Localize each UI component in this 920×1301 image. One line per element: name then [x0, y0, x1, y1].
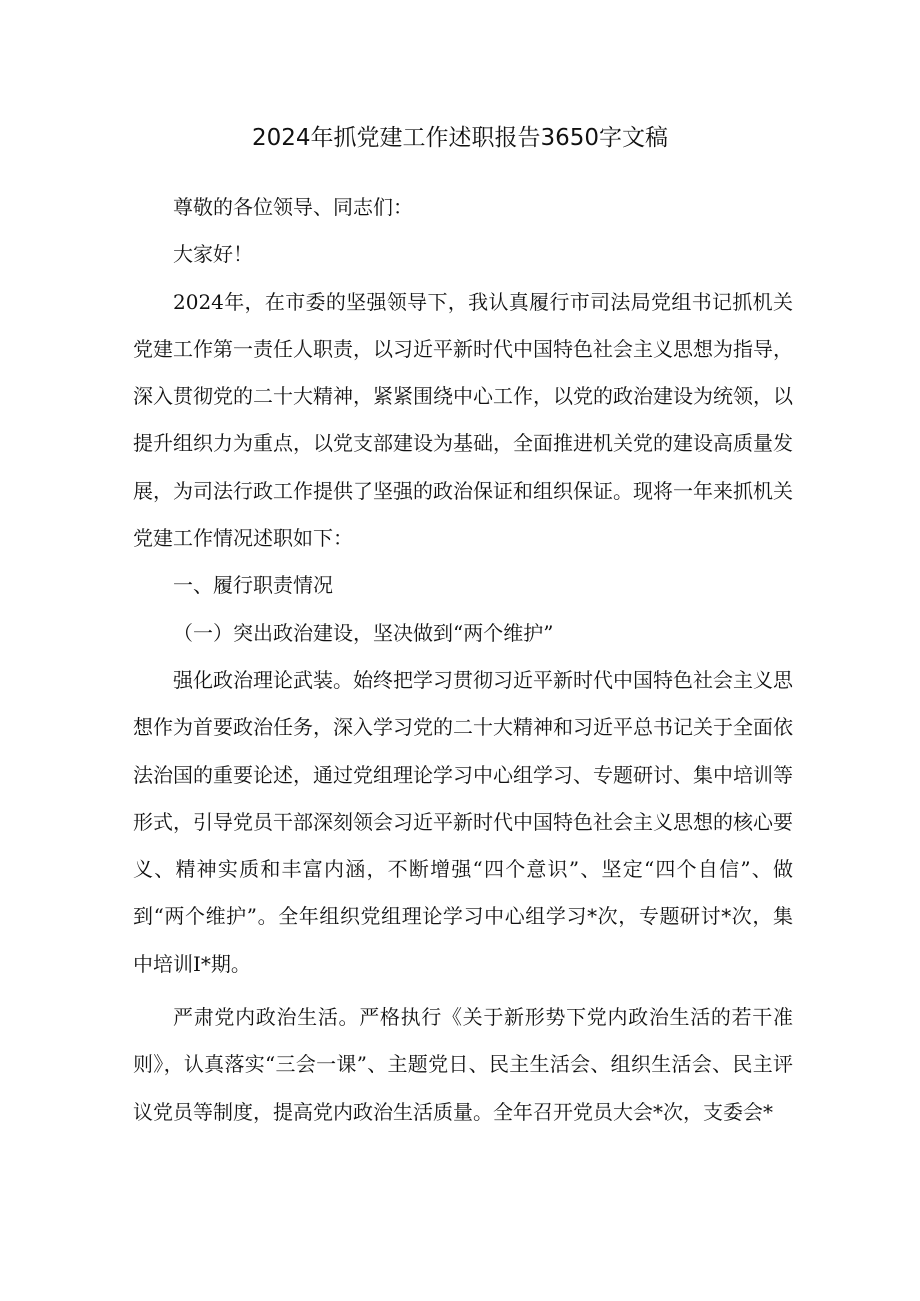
greeting: 大家好！ [173, 242, 253, 267]
section-heading: 一、履行职责情况 [173, 573, 333, 598]
document-body [133, 184, 793, 1136]
salutation: 尊敬的各位领导、同志们： [173, 195, 413, 219]
subsection-heading: （一）突出政治建设，坚决做到“两个维护” [173, 620, 554, 645]
paragraph-theory-study: 强化政治理论武装。始终把学习贯彻习近平新时代中国特色社会主义思想作为首要政治任务，深入学习党的二十大精神和习近平总书记关于全面依法治国的重要论述，通过党组理论学习中心组学习、专题研讨、集中培训等形式，引导党员干部深刻领会习近平新时代中国特色社会主义思想的核心要义、精神实质和丰富内涵，不断增强“四个意识”、坚定“四个自信”、做到“两个维护”。全年组织党组理论学习中心组学习*次，专题研讨*次，集中培训I*期。 [133, 667, 793, 976]
paragraph-political-life: 严肃党内政治生活。严格执行《关于新形势下党内政治生活的若干准则》，认真落实“三会一课”、主题党日、民主生活会、组织生活会、民主评议党员等制度，提高党内政治生活质量。全年召开党员大会*次，支委会* [133, 1005, 793, 1124]
document-title: 2024年抓党建工作述职报告3650字文稿 [251, 125, 669, 151]
intro-paragraph: 2024年，在市委的坚强领导下，我认真履行市司法局党组书记抓机关党建工作第一责任人职责，以习近平新时代中国特色社会主义思想为指导，深入贯彻党的二十大精神，紧紧围绕中心工作，以党的政治建设为统领，以提升组织力为重点，以党支部建设为基础，全面推进机关党的建设高质量发展，为司法行政工作提供了坚强的政治保证和组织保证。现将一年来抓机关党建工作情况述职如下： [133, 289, 793, 551]
